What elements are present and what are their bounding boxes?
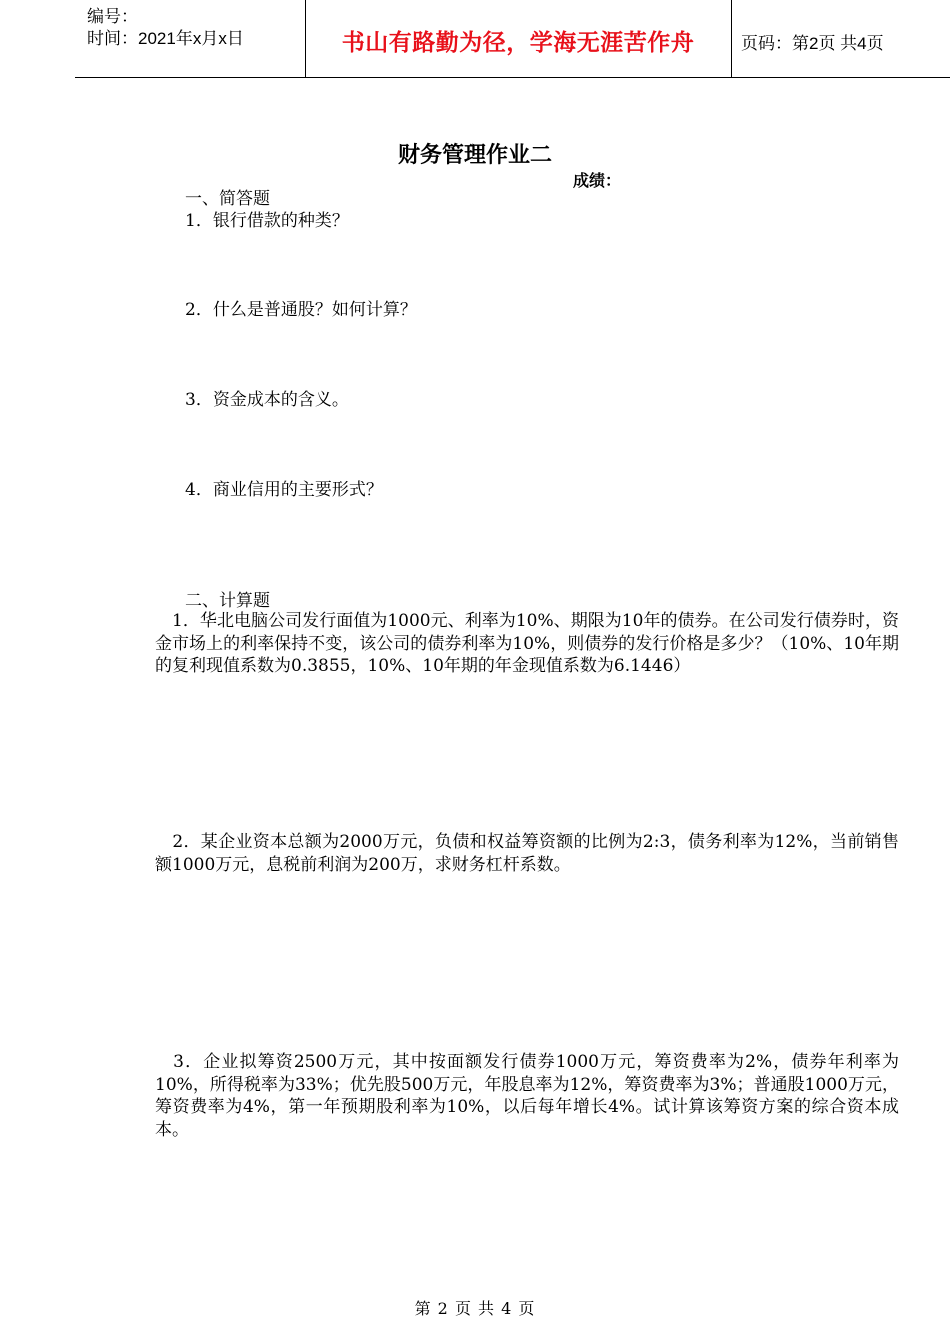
score-label: 成绩： xyxy=(573,171,622,190)
header-page-cell xyxy=(731,0,950,77)
document-title: 财务管理作业二 xyxy=(397,143,552,168)
document-number-label: 编号： xyxy=(87,7,138,26)
section-heading-calculation: 二、计算题 xyxy=(185,591,270,611)
calc-problem-1: 1．华北电脑公司发行面值为1000元、利率为10%、期限为10年的债券。在公司发行债券时，资金市场上的利率保持不变，该公司的债券利率为10%，则债券的发行价格是多少？（10%、10年期的复利现值系数为0.3855，10%、10年期的年金现值系数为6.1446） xyxy=(155,611,899,676)
question-1: 1．银行借款的种类？ xyxy=(185,211,349,231)
page-header xyxy=(75,0,950,78)
document-date: 时间：2021年x月x日 xyxy=(87,29,244,48)
page-footer: 第 2 页 共 4 页 xyxy=(414,1299,536,1318)
header-motto-cell xyxy=(305,0,732,77)
question-4: 4．商业信用的主要形式？ xyxy=(185,480,383,500)
calc-problem-2: 2．某企业资本总额为2000万元，负债和权益筹资额的比例为2:3，债务利率为12%，当前销售额1000万元，息税前利润为200万，求财务杠杆系数。 xyxy=(155,832,899,875)
header-motto: 书山有路勤为径，学海无涯苦作舟 xyxy=(341,30,695,56)
header-info-cell xyxy=(75,0,306,77)
question-3: 3．资金成本的含义。 xyxy=(185,390,349,410)
question-2: 2．什么是普通股？如何计算？ xyxy=(185,300,417,320)
header-page-info: 页码：第2页 共4页 xyxy=(741,34,884,53)
section-heading-short-answer: 一、简答题 xyxy=(185,189,270,209)
calc-problem-3: 3．企业拟筹资2500万元，其中按面额发行债券1000万元，筹资费率为2%，债券年利率为10%，所得税率为33%；优先股500万元，年股息率为12%，筹资费率为3%；普通股1000万元，筹资费率为4%，第一年预期股利率为10%，以后每年增长4%。试计算该筹资方案的综合资本成本。 xyxy=(155,1052,899,1140)
